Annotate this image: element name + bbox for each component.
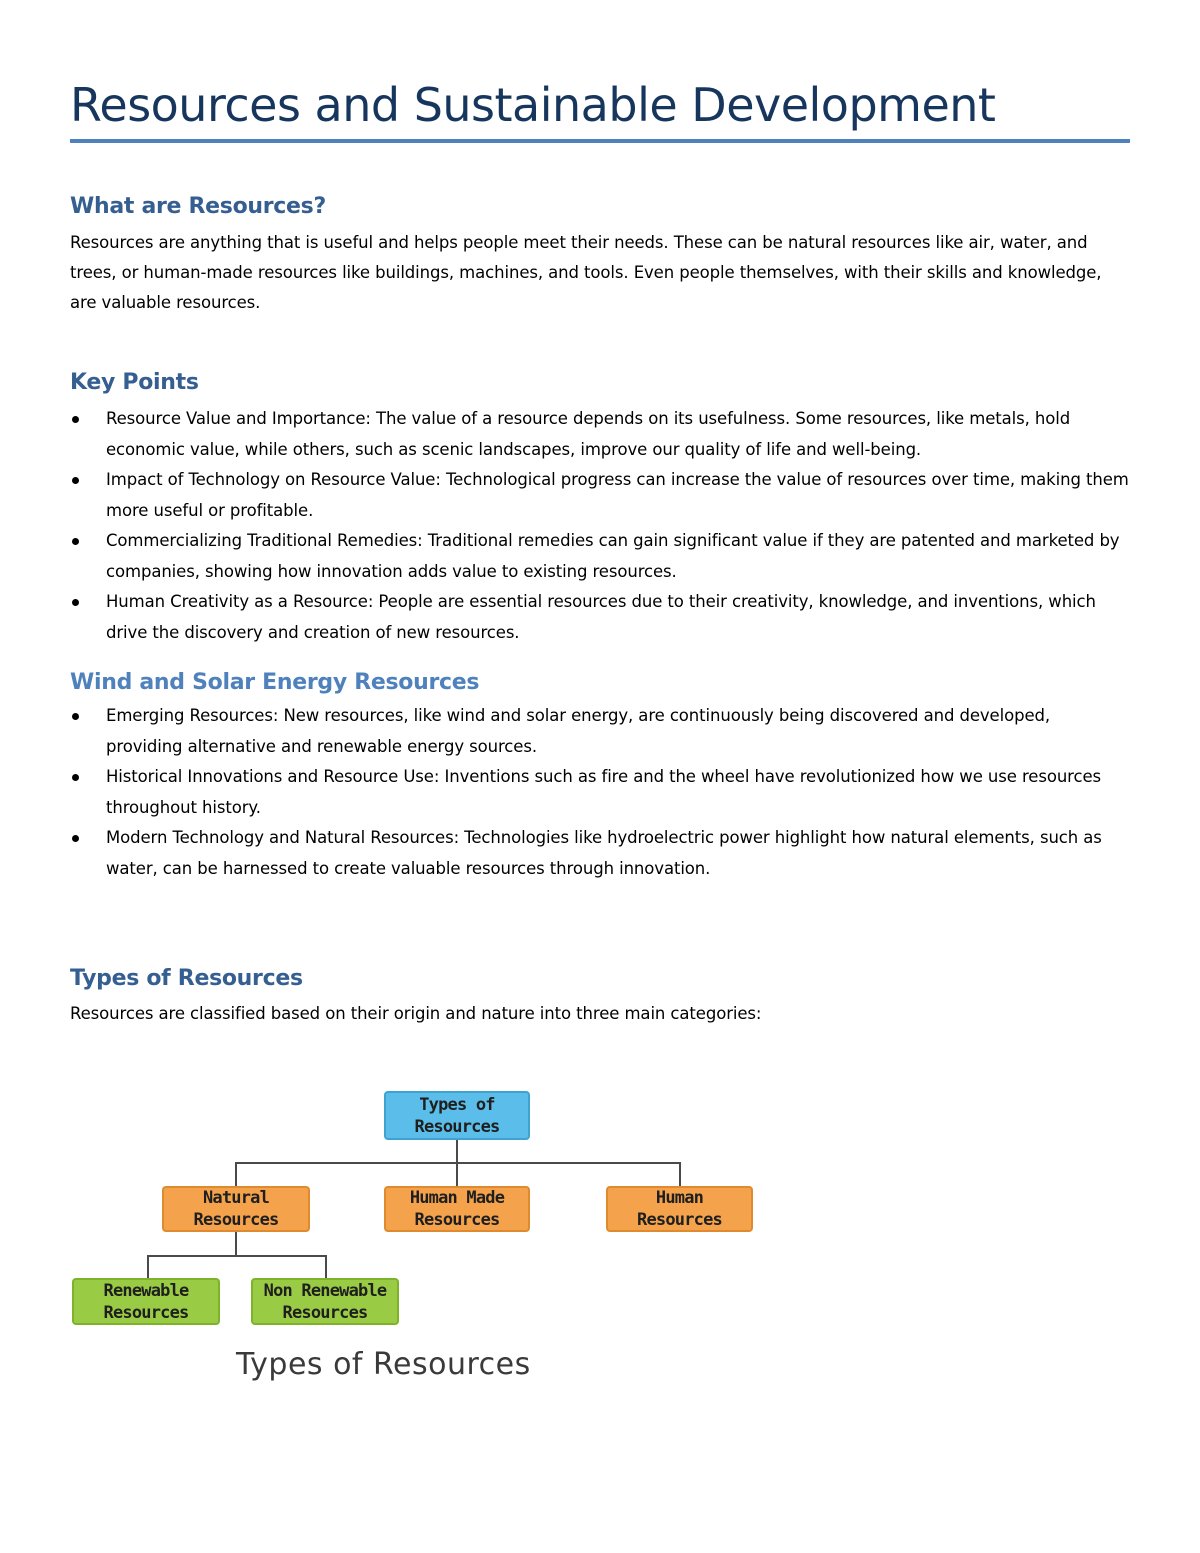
connector-root-down (456, 1139, 458, 1163)
connector-horizontal-bottom (147, 1255, 327, 1257)
list-item-text: Modern Technology and Natural Resources: Technologies like hydroelectric power highlight how natural elements, such as water, can be harnessed to create valuable resources through innovation. (106, 828, 1102, 878)
node-label: Resources (282, 1302, 368, 1323)
heading-what-are-resources: What are Resources? (70, 194, 326, 219)
connector-human (679, 1162, 681, 1186)
list-item-text: Emerging Resources: New resources, like wind and solar energy, are continuously being discovered and developed, providing alternative and renewable energy sources. (106, 706, 1051, 756)
node-label: Resources (193, 1210, 279, 1230)
paragraph-types-of-resources: Resources are classified based on their origin and nature into three main categories: (70, 1004, 762, 1023)
connector-human-made (456, 1162, 458, 1186)
connector-horizontal-top (235, 1162, 681, 1164)
heading-types-of-resources: Types of Resources (70, 966, 303, 991)
node-label: Human Made (409, 1188, 505, 1208)
list-item-text: Impact of Technology on Resource Value: Technological progress can increase the value of resources over time, making them more useful or profitable. (106, 470, 1129, 520)
node-label: Resources (637, 1210, 722, 1230)
node-label: Renewable (103, 1280, 189, 1301)
node-label: Resources (414, 1210, 500, 1230)
node-label: Non Renewable (263, 1280, 387, 1301)
connector-natural (235, 1162, 237, 1186)
paragraph-what-are-resources: Resources are anything that is useful and helps people meet their needs. These can be natural resources like air, water, and trees, or human-made resources like buildings, machines, and tools. Even people themselves, with their skills and knowledge, are valuable resources. (70, 233, 1102, 312)
list-item-text: Historical Innovations and Resource Use: Inventions such as fire and the wheel have revolutionized how we use resources throughout history. (106, 767, 1102, 817)
connector-natural-down (235, 1231, 237, 1256)
node-renewable-resources (72, 1278, 220, 1325)
document-title: Resources and Sustainable Development (70, 78, 996, 132)
node-label: Resources (414, 1116, 500, 1137)
heading-key-points: Key Points (70, 370, 199, 395)
node-label: Human (655, 1188, 704, 1208)
connector-non-renewable (325, 1255, 327, 1279)
list-item-text: Commercializing Traditional Remedies: Traditional remedies can gain significant value if they are patented and marketed by companies, showing how innovation adds value to existing resources. (106, 531, 1120, 581)
node-human-resources (606, 1186, 753, 1232)
heading-wind-solar: Wind and Solar Energy Resources (70, 670, 480, 695)
diagram-caption: Types of Resources (236, 1347, 531, 1382)
list-item-text: Resource Value and Importance: The value of a resource depends on its usefulness. Some resources, like metals, hold economic value, while others, such as scenic landscapes, improve our quality of life and well-being. (106, 409, 1071, 459)
node-non-renewable-resources (251, 1278, 399, 1325)
list-item-text: Human Creativity as a Resource: People are essential resources due to their creativity, knowledge, and inventions, which drive the discovery and creation of new resources. (106, 592, 1096, 642)
node-label: Natural (202, 1188, 270, 1208)
node-types-of-resources (384, 1091, 530, 1140)
node-label: Resources (103, 1302, 189, 1323)
node-natural-resources (162, 1186, 310, 1232)
connector-renewable (147, 1255, 149, 1279)
node-human-made-resources (384, 1186, 530, 1232)
node-label: Types of (419, 1094, 495, 1115)
